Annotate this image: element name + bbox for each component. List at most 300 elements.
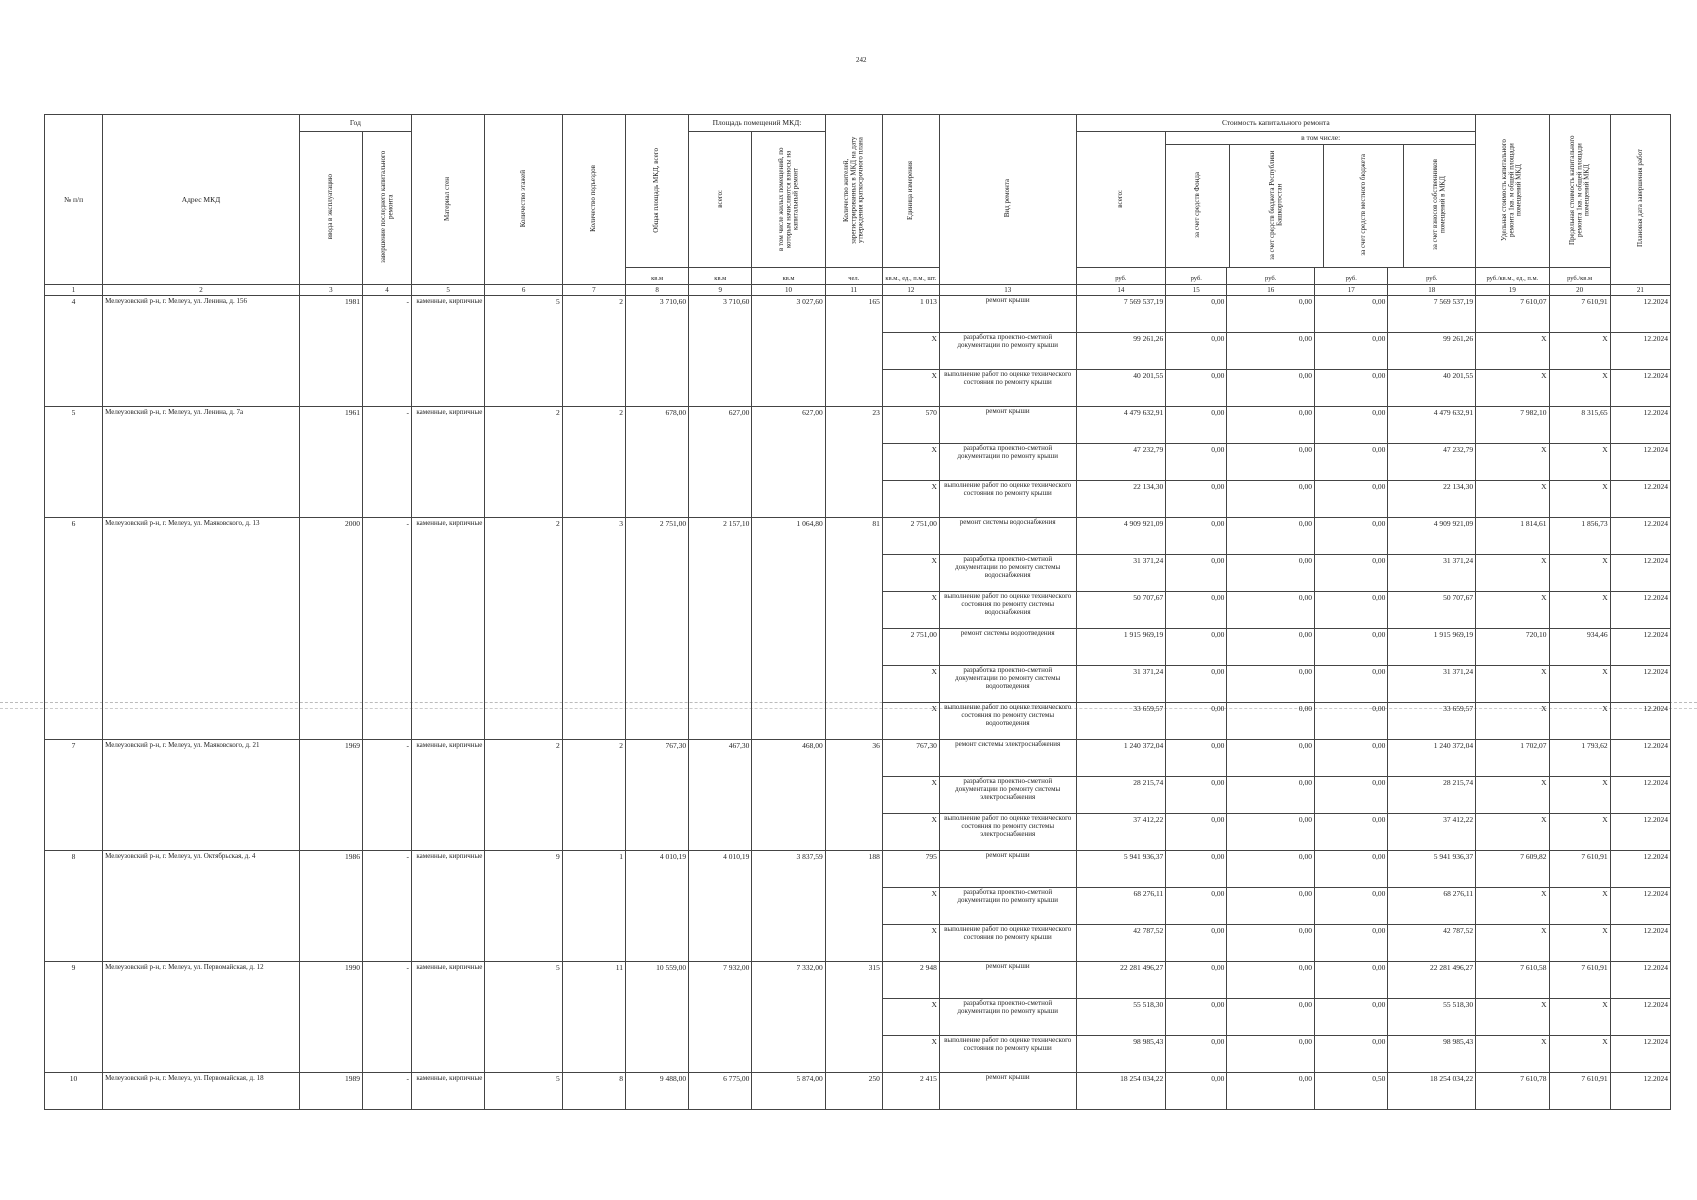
cost-fund: 0,00 xyxy=(1166,887,1227,924)
unit-sqm: кв.м xyxy=(752,267,825,284)
max-unit-cost: 8 315,65 xyxy=(1549,406,1610,443)
column-number: 8 xyxy=(625,284,688,295)
capital-repair-table xyxy=(44,114,1671,1110)
column-number: 2 xyxy=(103,284,300,295)
completion-date: 12.2024 xyxy=(1610,406,1670,443)
cost-local: 0,00 xyxy=(1315,665,1388,702)
header-work-type: Вид ремонта xyxy=(1003,179,1012,218)
work-unit-value: X xyxy=(882,480,939,517)
work-unit-value: X xyxy=(882,554,939,591)
cost-republic: 0,00 xyxy=(1227,702,1315,739)
cost-owners: 4 909 921,09 xyxy=(1388,517,1476,554)
unit-rub-per: руб./кв.м., ед., п.м. xyxy=(1476,267,1549,284)
unit-cost: 7 609,82 xyxy=(1476,850,1549,887)
wall-material: каменные, кирпичные xyxy=(411,1072,484,1109)
work-type: выполнение работ по оценке технического состояния по ремонту крыши xyxy=(939,480,1076,517)
completion-date: 12.2024 xyxy=(1610,998,1670,1035)
unit-cost: X xyxy=(1476,665,1549,702)
work-unit-value: X xyxy=(882,813,939,850)
cost-republic: 0,00 xyxy=(1227,480,1315,517)
premises-paying-area: 3 837,59 xyxy=(752,850,825,961)
wall-material: каменные, кирпичные xyxy=(411,295,484,406)
unit-rub: руб. xyxy=(1227,267,1315,284)
cost-republic: 0,00 xyxy=(1227,332,1315,369)
row-number: 6 xyxy=(45,517,103,739)
cost-local: 0,00 xyxy=(1315,295,1388,332)
entrances-count: 11 xyxy=(562,961,625,1072)
column-number: 1 xyxy=(45,284,103,295)
cost-republic: 0,00 xyxy=(1227,924,1315,961)
cost-local: 0,50 xyxy=(1315,1072,1388,1109)
max-unit-cost: 934,46 xyxy=(1549,628,1610,665)
cost-fund: 0,00 xyxy=(1166,924,1227,961)
cost-total: 4 479 632,91 xyxy=(1076,406,1166,443)
completion-date: 12.2024 xyxy=(1610,739,1670,776)
row-number: 4 xyxy=(45,295,103,406)
cost-owners: 40 201,55 xyxy=(1388,369,1476,406)
max-unit-cost: X xyxy=(1549,1035,1610,1072)
cost-fund: 0,00 xyxy=(1166,998,1227,1035)
work-unit-value: 795 xyxy=(882,850,939,887)
completion-date: 12.2024 xyxy=(1610,887,1670,924)
wall-material: каменные, кирпичные xyxy=(411,850,484,961)
premises-area: 627,00 xyxy=(689,406,752,517)
work-type: ремонт крыши xyxy=(939,961,1076,998)
cost-republic: 0,00 xyxy=(1227,295,1315,332)
row-number: 9 xyxy=(45,961,103,1072)
cost-local: 0,00 xyxy=(1315,628,1388,665)
unit-cost: X xyxy=(1476,480,1549,517)
premises-area: 4 010,19 xyxy=(689,850,752,961)
column-number: 18 xyxy=(1388,284,1476,295)
unit-cost: 7 610,58 xyxy=(1476,961,1549,998)
cost-owners: 98 985,43 xyxy=(1388,1035,1476,1072)
cost-local: 0,00 xyxy=(1315,739,1388,776)
cost-owners: 5 941 936,37 xyxy=(1388,850,1476,887)
cost-republic: 0,00 xyxy=(1227,813,1315,850)
table-row xyxy=(45,961,1671,998)
work-unit-value: X xyxy=(882,924,939,961)
max-unit-cost: X xyxy=(1549,332,1610,369)
row-number: 7 xyxy=(45,739,103,850)
cost-fund: 0,00 xyxy=(1166,665,1227,702)
header-total-area: Общая площадь МКД, всего xyxy=(652,147,661,233)
total-area: 10 559,00 xyxy=(625,961,688,1072)
cost-republic: 0,00 xyxy=(1227,998,1315,1035)
cost-fund: 0,00 xyxy=(1166,739,1227,776)
completion-date: 12.2024 xyxy=(1610,480,1670,517)
completion-date: 12.2024 xyxy=(1610,295,1670,332)
work-unit-value: 1 013 xyxy=(882,295,939,332)
header-cost-fund: за счет средств Фонда xyxy=(1192,172,1201,238)
cost-owners: 18 254 034,22 xyxy=(1388,1072,1476,1109)
cost-fund: 0,00 xyxy=(1166,443,1227,480)
table-row xyxy=(45,1072,1671,1109)
header-cost: Стоимость капитального ремонта xyxy=(1076,115,1476,132)
unit-rub: руб. xyxy=(1388,267,1476,284)
cost-fund: 0,00 xyxy=(1166,850,1227,887)
header-cost-total: всего: xyxy=(1116,189,1125,208)
work-type: ремонт системы водоотведения xyxy=(939,628,1076,665)
floors-count: 5 xyxy=(485,961,562,1072)
entrances-count: 1 xyxy=(562,850,625,961)
work-unit-value: X xyxy=(882,1035,939,1072)
unit-cost: 7 610,07 xyxy=(1476,295,1549,332)
cost-republic: 0,00 xyxy=(1227,443,1315,480)
work-type: выполнение работ по оценке технического состояния по ремонту системы водоснабжения xyxy=(939,591,1076,628)
work-type: ремонт крыши xyxy=(939,850,1076,887)
premises-area: 467,30 xyxy=(689,739,752,850)
table-row xyxy=(45,295,1671,332)
row-number: 8 xyxy=(45,850,103,961)
max-unit-cost: X xyxy=(1549,887,1610,924)
column-number: 20 xyxy=(1549,284,1610,295)
wall-material: каменные, кирпичные xyxy=(411,517,484,739)
table-row xyxy=(45,850,1671,887)
total-area: 3 710,60 xyxy=(625,295,688,406)
completion-date: 12.2024 xyxy=(1610,850,1670,887)
max-unit-cost: X xyxy=(1549,813,1610,850)
cost-total: 31 371,24 xyxy=(1076,554,1166,591)
header-unit-cost: Удельная стоимость капитального ремонта 1кв. м общей площади помещений МКД xyxy=(1500,139,1523,241)
max-unit-cost: X xyxy=(1549,443,1610,480)
residents-count: 315 xyxy=(825,961,882,1072)
cost-local: 0,00 xyxy=(1315,887,1388,924)
work-type: разработка проектно-сметной документации по ремонту крыши xyxy=(939,443,1076,480)
unit-cost: 7 982,10 xyxy=(1476,406,1549,443)
floors-count: 5 xyxy=(485,1072,562,1109)
header-deadline: Плановая дата завершения работ xyxy=(1635,149,1644,248)
building-address: Мелеузовский р-н, г. Мелеуз, ул. Первомайская, д. 12 xyxy=(103,961,300,1072)
cost-republic: 0,00 xyxy=(1227,665,1315,702)
header-premises-total: всего: xyxy=(715,189,724,208)
max-unit-cost: 1 793,62 xyxy=(1549,739,1610,776)
total-area: 678,00 xyxy=(625,406,688,517)
header-address: Адрес МКД xyxy=(103,115,300,285)
max-unit-cost: X xyxy=(1549,702,1610,739)
year-commission: 1986 xyxy=(299,850,362,961)
cost-fund: 0,00 xyxy=(1166,628,1227,665)
year-commission: 2000 xyxy=(299,517,362,739)
unit-cost: X xyxy=(1476,702,1549,739)
max-unit-cost: X xyxy=(1549,665,1610,702)
unit-rub-per: руб./кв.м xyxy=(1549,267,1610,284)
cost-local: 0,00 xyxy=(1315,517,1388,554)
cost-republic: 0,00 xyxy=(1227,961,1315,998)
premises-paying-area: 1 064,80 xyxy=(752,517,825,739)
header-cost-local: за счет средств местного бюджета xyxy=(1358,154,1367,256)
work-unit-value: 2 948 xyxy=(882,961,939,998)
work-unit-value: X xyxy=(882,443,939,480)
year-commission: 1981 xyxy=(299,295,362,406)
column-number: 4 xyxy=(363,284,412,295)
work-unit-value: 767,30 xyxy=(882,739,939,776)
cost-local: 0,00 xyxy=(1315,961,1388,998)
completion-date: 12.2024 xyxy=(1610,591,1670,628)
year-commission: 1961 xyxy=(299,406,362,517)
work-type: разработка проектно-сметной документации по ремонту крыши xyxy=(939,998,1076,1035)
completion-date: 12.2024 xyxy=(1610,1072,1670,1109)
cost-fund: 0,00 xyxy=(1166,1072,1227,1109)
work-type: ремонт системы водоснабжения xyxy=(939,517,1076,554)
residents-count: 23 xyxy=(825,406,882,517)
column-number: 19 xyxy=(1476,284,1549,295)
cost-total: 50 707,67 xyxy=(1076,591,1166,628)
work-type: выполнение работ по оценке технического состояния по ремонту крыши xyxy=(939,924,1076,961)
cost-owners: 47 232,79 xyxy=(1388,443,1476,480)
unit-cost: 1 702,07 xyxy=(1476,739,1549,776)
column-number: 14 xyxy=(1076,284,1166,295)
cost-total: 5 941 936,37 xyxy=(1076,850,1166,887)
unit-measure: кв.м., ед., п.м., шт. xyxy=(882,267,939,284)
header-floors: Количество этажей xyxy=(518,169,527,228)
work-type: разработка проектно-сметной документации по ремонту системы электроснабжения xyxy=(939,776,1076,813)
completion-date: 12.2024 xyxy=(1610,628,1670,665)
cost-total: 18 254 034,22 xyxy=(1076,1072,1166,1109)
cost-owners: 1 915 969,19 xyxy=(1388,628,1476,665)
cost-total: 31 371,24 xyxy=(1076,665,1166,702)
cost-owners: 37 412,22 xyxy=(1388,813,1476,850)
cost-republic: 0,00 xyxy=(1227,628,1315,665)
column-number: 6 xyxy=(485,284,562,295)
year-commission: 1989 xyxy=(299,1072,362,1109)
work-type: ремонт крыши xyxy=(939,406,1076,443)
wall-material: каменные, кирпичные xyxy=(411,406,484,517)
year-last-repair: - xyxy=(363,295,412,406)
premises-paying-area: 627,00 xyxy=(752,406,825,517)
cost-fund: 0,00 xyxy=(1166,480,1227,517)
max-unit-cost: 7 610,91 xyxy=(1549,1072,1610,1109)
cost-fund: 0,00 xyxy=(1166,961,1227,998)
header-unit: Единица измерения xyxy=(906,160,915,220)
header-cost-republic: за счет средств бюджета Республики Башкортостан xyxy=(1268,150,1284,260)
table-row xyxy=(45,517,1671,554)
residents-count: 188 xyxy=(825,850,882,961)
unit-cost: X xyxy=(1476,554,1549,591)
work-type: выполнение работ по оценке технического состояния по ремонту крыши xyxy=(939,1035,1076,1072)
cost-republic: 0,00 xyxy=(1227,591,1315,628)
entrances-count: 2 xyxy=(562,406,625,517)
max-unit-cost: X xyxy=(1549,369,1610,406)
unit-rub: руб. xyxy=(1315,267,1388,284)
wall-material: каменные, кирпичные xyxy=(411,961,484,1072)
work-type: ремонт крыши xyxy=(939,295,1076,332)
unit-cost: X xyxy=(1476,332,1549,369)
premises-paying-area: 468,00 xyxy=(752,739,825,850)
premises-paying-area: 7 332,00 xyxy=(752,961,825,1072)
completion-date: 12.2024 xyxy=(1610,443,1670,480)
cost-fund: 0,00 xyxy=(1166,517,1227,554)
max-unit-cost: X xyxy=(1549,998,1610,1035)
cost-owners: 28 215,74 xyxy=(1388,776,1476,813)
unit-cost: X xyxy=(1476,591,1549,628)
cost-fund: 0,00 xyxy=(1166,554,1227,591)
floors-count: 9 xyxy=(485,850,562,961)
cost-total: 47 232,79 xyxy=(1076,443,1166,480)
unit-cost: X xyxy=(1476,443,1549,480)
cost-fund: 0,00 xyxy=(1166,702,1227,739)
cost-fund: 0,00 xyxy=(1166,776,1227,813)
cost-fund: 0,00 xyxy=(1166,332,1227,369)
cost-local: 0,00 xyxy=(1315,332,1388,369)
row-number: 10 xyxy=(45,1072,103,1109)
column-number: 9 xyxy=(689,284,752,295)
cost-owners: 4 479 632,91 xyxy=(1388,406,1476,443)
cost-fund: 0,00 xyxy=(1166,591,1227,628)
header-entrances: Количество подъездов xyxy=(589,165,598,232)
unit-cost: X xyxy=(1476,887,1549,924)
wall-material: каменные, кирпичные xyxy=(411,739,484,850)
header-year: Год xyxy=(299,115,411,132)
work-unit-value: X xyxy=(882,332,939,369)
cost-local: 0,00 xyxy=(1315,406,1388,443)
cost-total: 99 261,26 xyxy=(1076,332,1166,369)
unit-cost: X xyxy=(1476,776,1549,813)
cost-fund: 0,00 xyxy=(1166,369,1227,406)
cost-total: 22 134,30 xyxy=(1076,480,1166,517)
cost-republic: 0,00 xyxy=(1227,406,1315,443)
work-type: выполнение работ по оценке технического состояния по ремонту крыши xyxy=(939,369,1076,406)
cost-total: 1 240 372,04 xyxy=(1076,739,1166,776)
residents-count: 250 xyxy=(825,1072,882,1109)
work-type: ремонт крыши xyxy=(939,1072,1076,1109)
header-wall-material: Материал стен xyxy=(443,176,452,221)
building-address: Мелеузовский р-н, г. Мелеуз, ул. Первомайская, д. 18 xyxy=(103,1072,300,1109)
work-unit-value: 2 751,00 xyxy=(882,517,939,554)
cost-local: 0,00 xyxy=(1315,998,1388,1035)
completion-date: 12.2024 xyxy=(1610,369,1670,406)
entrances-count: 8 xyxy=(562,1072,625,1109)
cost-republic: 0,00 xyxy=(1227,887,1315,924)
residents-count: 36 xyxy=(825,739,882,850)
entrances-count: 2 xyxy=(562,739,625,850)
header-cost-owners: за счет взносов собственников помещений в МКД xyxy=(1431,159,1447,251)
residents-count: 165 xyxy=(825,295,882,406)
work-unit-value: X xyxy=(882,702,939,739)
cost-local: 0,00 xyxy=(1315,924,1388,961)
total-area: 9 488,00 xyxy=(625,1072,688,1109)
cost-local: 0,00 xyxy=(1315,702,1388,739)
unit-sqm: кв.м xyxy=(689,267,752,284)
header-premises-paying: в том числе жилых помещений, по которым начисляются взносы на капитальный ремонт xyxy=(776,146,800,251)
cost-local: 0,00 xyxy=(1315,443,1388,480)
completion-date: 12.2024 xyxy=(1610,702,1670,739)
floors-count: 2 xyxy=(485,406,562,517)
work-unit-value: X xyxy=(882,591,939,628)
cost-owners: 68 276,11 xyxy=(1388,887,1476,924)
floors-count: 5 xyxy=(485,295,562,406)
column-number: 17 xyxy=(1315,284,1388,295)
max-unit-cost: X xyxy=(1549,776,1610,813)
unit-cost: X xyxy=(1476,813,1549,850)
work-unit-value: X xyxy=(882,887,939,924)
column-numbers-row xyxy=(45,284,1671,295)
cost-total: 42 787,52 xyxy=(1076,924,1166,961)
cost-fund: 0,00 xyxy=(1166,406,1227,443)
table-row xyxy=(45,406,1671,443)
cost-total: 55 518,30 xyxy=(1076,998,1166,1035)
header-num: № п/п xyxy=(45,115,103,285)
column-number: 12 xyxy=(882,284,939,295)
cost-total: 4 909 921,09 xyxy=(1076,517,1166,554)
max-unit-cost: X xyxy=(1549,591,1610,628)
work-unit-value: X xyxy=(882,665,939,702)
header-max-cost: Предельная стоимость капитального ремонта 1кв. м общей площади помещений МКД xyxy=(1567,135,1591,245)
completion-date: 12.2024 xyxy=(1610,554,1670,591)
header-year-last-repair: завершение последнего капитального ремонта xyxy=(378,150,394,264)
cost-republic: 0,00 xyxy=(1227,1072,1315,1109)
cost-fund: 0,00 xyxy=(1166,813,1227,850)
cost-local: 0,00 xyxy=(1315,813,1388,850)
residents-count: 81 xyxy=(825,517,882,739)
cost-owners: 7 569 537,19 xyxy=(1388,295,1476,332)
unit-cost: 1 814,61 xyxy=(1476,517,1549,554)
column-number: 13 xyxy=(939,284,1076,295)
header-incl: в том числе: xyxy=(1166,132,1475,145)
table-row xyxy=(45,739,1671,776)
cost-owners: 99 261,26 xyxy=(1388,332,1476,369)
cost-local: 0,00 xyxy=(1315,850,1388,887)
premises-area: 2 157,10 xyxy=(689,517,752,739)
unit-rub: руб. xyxy=(1076,267,1166,284)
unit-cost: X xyxy=(1476,369,1549,406)
cost-republic: 0,00 xyxy=(1227,1035,1315,1072)
year-commission: 1969 xyxy=(299,739,362,850)
cost-owners: 31 371,24 xyxy=(1388,554,1476,591)
completion-date: 12.2024 xyxy=(1610,332,1670,369)
year-commission: 1990 xyxy=(299,961,362,1072)
cost-total: 68 276,11 xyxy=(1076,887,1166,924)
max-unit-cost: 7 610,91 xyxy=(1549,961,1610,998)
max-unit-cost: X xyxy=(1549,924,1610,961)
unit-sqm: кв.м xyxy=(625,267,688,284)
cost-total: 28 215,74 xyxy=(1076,776,1166,813)
unit-people: чел. xyxy=(825,267,882,284)
cost-owners: 33 659,57 xyxy=(1388,702,1476,739)
cost-local: 0,00 xyxy=(1315,554,1388,591)
cost-local: 0,00 xyxy=(1315,480,1388,517)
premises-area: 6 775,00 xyxy=(689,1072,752,1109)
cost-total: 33 659,57 xyxy=(1076,702,1166,739)
column-number: 7 xyxy=(562,284,625,295)
building-address: Мелеузовский р-н, г. Мелеуз, ул. Маяковского, д. 21 xyxy=(103,739,300,850)
premises-area: 3 710,60 xyxy=(689,295,752,406)
max-unit-cost: 7 610,91 xyxy=(1549,850,1610,887)
cost-owners: 55 518,30 xyxy=(1388,998,1476,1035)
cost-republic: 0,00 xyxy=(1227,739,1315,776)
cost-republic: 0,00 xyxy=(1227,554,1315,591)
work-unit-value: X xyxy=(882,369,939,406)
total-area: 767,30 xyxy=(625,739,688,850)
column-number: 5 xyxy=(411,284,484,295)
column-number: 16 xyxy=(1227,284,1315,295)
header-premises-area: Площадь помещений МКД: xyxy=(689,115,826,132)
cost-owners: 22 134,30 xyxy=(1388,480,1476,517)
floors-count: 2 xyxy=(485,739,562,850)
cost-total: 7 569 537,19 xyxy=(1076,295,1166,332)
column-number: 21 xyxy=(1610,284,1670,295)
header-year-commission: ввода в эксплуатацию xyxy=(326,174,335,240)
entrances-count: 3 xyxy=(562,517,625,739)
cost-local: 0,00 xyxy=(1315,1035,1388,1072)
building-address: Мелеузовский р-н, г. Мелеуз, ул. Октябрьская, д. 4 xyxy=(103,850,300,961)
cost-republic: 0,00 xyxy=(1227,776,1315,813)
max-unit-cost: X xyxy=(1549,554,1610,591)
cost-owners: 42 787,52 xyxy=(1388,924,1476,961)
completion-date: 12.2024 xyxy=(1610,961,1670,998)
cost-fund: 0,00 xyxy=(1166,1035,1227,1072)
cost-total: 1 915 969,19 xyxy=(1076,628,1166,665)
